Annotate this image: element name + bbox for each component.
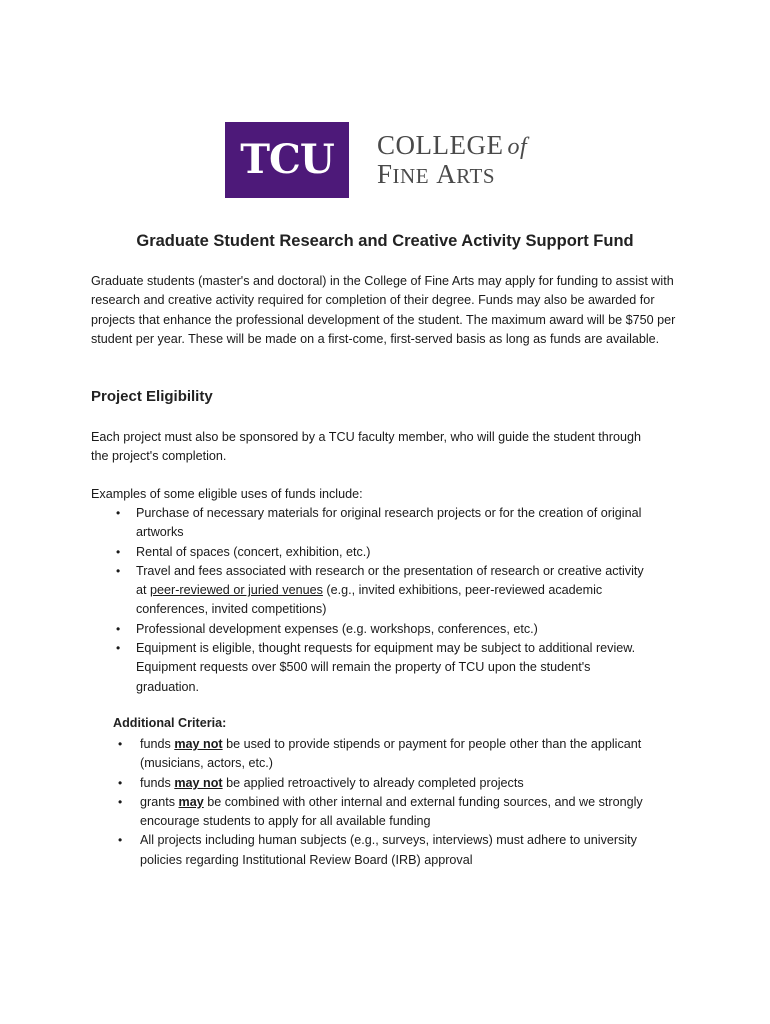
list-item: • Travel and fees associated with research or the presentation of research or creative activity at peer-reviewed or juried venues (e.g., invited exhibitions, peer-reviewed academic conferences, invited competitions) — [116, 563, 644, 617]
examples-intro: Examples of some eligible uses of funds include: — [91, 487, 363, 501]
tcu-college-of-fine-arts-logo — [225, 122, 527, 198]
bullet-icon: • — [118, 833, 123, 848]
project-eligibility-heading: Project Eligibility — [91, 388, 213, 405]
list-item: • grants may be combined with other internal and external funding sources, and we strongly encourage students to apply for all available funding — [118, 794, 643, 829]
list-item: • funds may not be used to provide stipends or payment for people other than the applicant (musicians, actors, etc.) — [118, 737, 642, 771]
list-item: • Equipment is eligible, thought requests for equipment may be subject to additional review. Equipment requests over $500 will remain the property of TCU upon the student's graduation. — [116, 641, 636, 694]
fine-arts-words: FINE ARTS — [377, 159, 496, 189]
tcu-mark-text: TCU — [240, 136, 334, 183]
list-item: • funds may not be applied retroactively to already completed projects — [140, 774, 650, 793]
document-title: Graduate Student Research and Creative Activity Support Fund — [136, 232, 634, 250]
list-item: • Purchase of necessary materials for original research projects or for the creation of original artworks — [116, 506, 642, 540]
eligible-uses-list — [116, 504, 656, 697]
sponsor-paragraph: Each project must also be sponsored by a TCU faculty member, who will guide the student through the project's completion. — [91, 430, 641, 464]
bullet-icon: • — [118, 775, 123, 790]
list-item: • Professional development expenses (e.g. workshops, conferences, etc.) — [136, 620, 656, 639]
additional-criteria-heading: Additional Criteria: — [113, 716, 227, 730]
bullet-icon: • — [116, 506, 121, 520]
of-word: of — [507, 134, 528, 160]
college-name — [377, 132, 527, 188]
bullet-icon: • — [118, 737, 123, 751]
bullet-icon: • — [116, 621, 121, 636]
peer-reviewed-venues-link[interactable]: peer-reviewed or juried venues — [150, 583, 323, 598]
list-item: • All projects including human subjects (e.g., surveys, interviews) must adhere to university policies regarding Institutional Review Board (IRB) approval — [118, 833, 637, 867]
college-word: COLLEGE — [377, 130, 504, 160]
bullet-icon: • — [116, 641, 121, 656]
bullet-icon: • — [116, 544, 121, 559]
bullet-icon: • — [118, 794, 123, 809]
bullet-icon: • — [116, 563, 121, 578]
intro-paragraph: Graduate students (master's and doctoral) in the College of Fine Arts may apply for funding to assist with research and creative activity required for completion of their degree. Funds may also be awarded for projects that enhance the professional development of the student. The maximum award will be $750 per student per year. These will be made on a first-come, first-served basis as long as funds are available. — [91, 274, 676, 346]
tcu-logo-mark — [225, 122, 349, 198]
additional-criteria-list — [118, 735, 650, 870]
list-item: • Rental of spaces (concert, exhibition, etc.) — [136, 543, 656, 562]
